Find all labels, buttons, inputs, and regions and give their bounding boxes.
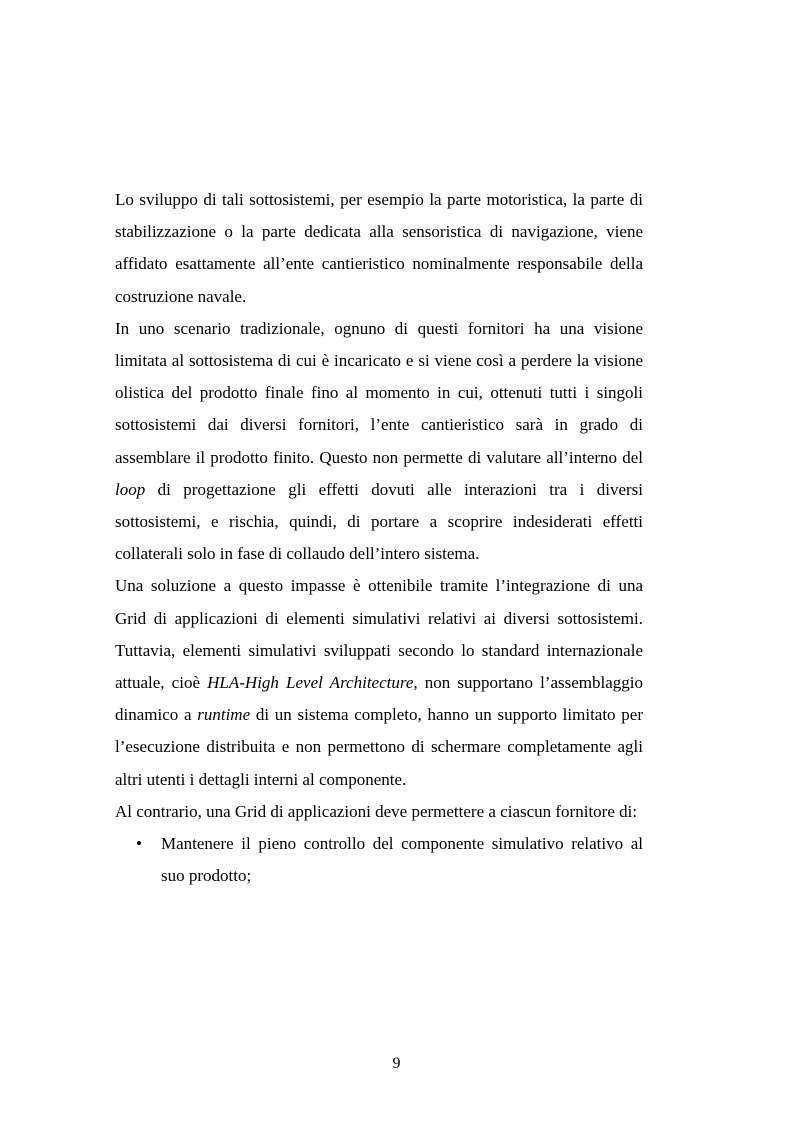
paragraph-2-text-a: In uno scenario tradizionale, ognuno di questi fornitori ha una visione limitata al sottosistema di cui è incaricato e si viene così a perdere la visione olistica del prodotto finale fino al momento in cui, ottenuti tutti i singoli sottosistemi dai diversi fornitori, l’ente cantieristico sarà in grado di assemblare il prodotto finito. Questo non permette di valutare all’interno del	[115, 318, 643, 467]
paragraph-4-text: Al contrario, una Grid di applicazioni deve permettere a ciascun fornitore di:	[115, 801, 638, 821]
paragraph-2	[115, 313, 643, 571]
page-body	[115, 184, 643, 892]
paragraph-4	[115, 796, 643, 828]
paragraph-1	[115, 184, 643, 313]
paragraph-3-text-c: di un sistema completo, hanno un supporto limitato per l’esecuzione distribuita e non permettono di schermare completamente agli altri utenti i dettagli interni al componente.	[115, 705, 643, 789]
bullet-list	[115, 828, 643, 892]
page-number: 9	[392, 1055, 401, 1072]
list-item-text: Mantenere il pieno controllo del componente simulativo relativo al suo prodotto;	[161, 834, 643, 886]
term-runtime: runtime	[197, 705, 251, 725]
paragraph-1-text: Lo sviluppo di tali sottosistemi, per esempio la parte motoristica, la parte di stabilizzazione o la parte dedicata alla sensoristica di navigazione, viene affidato esattamente all’ente cantieristico nominalmente responsabile della costruzione navale.	[115, 190, 643, 306]
bullet-dot-icon: •	[136, 834, 142, 854]
paragraph-3-text-b: , non supportano l’assemblaggio dinamico a	[115, 673, 643, 725]
term-hla: HLA-High Level Architecture	[207, 673, 414, 693]
term-loop: loop	[115, 479, 146, 499]
paragraph-3	[115, 570, 643, 795]
paragraph-2-text-b: di progettazione gli effetti dovuti alle interazioni tra i diversi sottosistemi, e rischia, quindi, di portare a scoprire indesiderati effetti collaterali solo in fase di collaudo dell’intero sistema.	[115, 479, 643, 564]
paragraph-3-text-a: Una soluzione a questo impasse è ottenibile tramite l’integrazione di una Grid di applicazioni di elementi simulativi relativi ai diversi sottosistemi. Tuttavia, elementi simulativi sviluppati secondo lo standard internazionale attuale, cioè	[115, 576, 643, 693]
list-item	[115, 828, 643, 892]
